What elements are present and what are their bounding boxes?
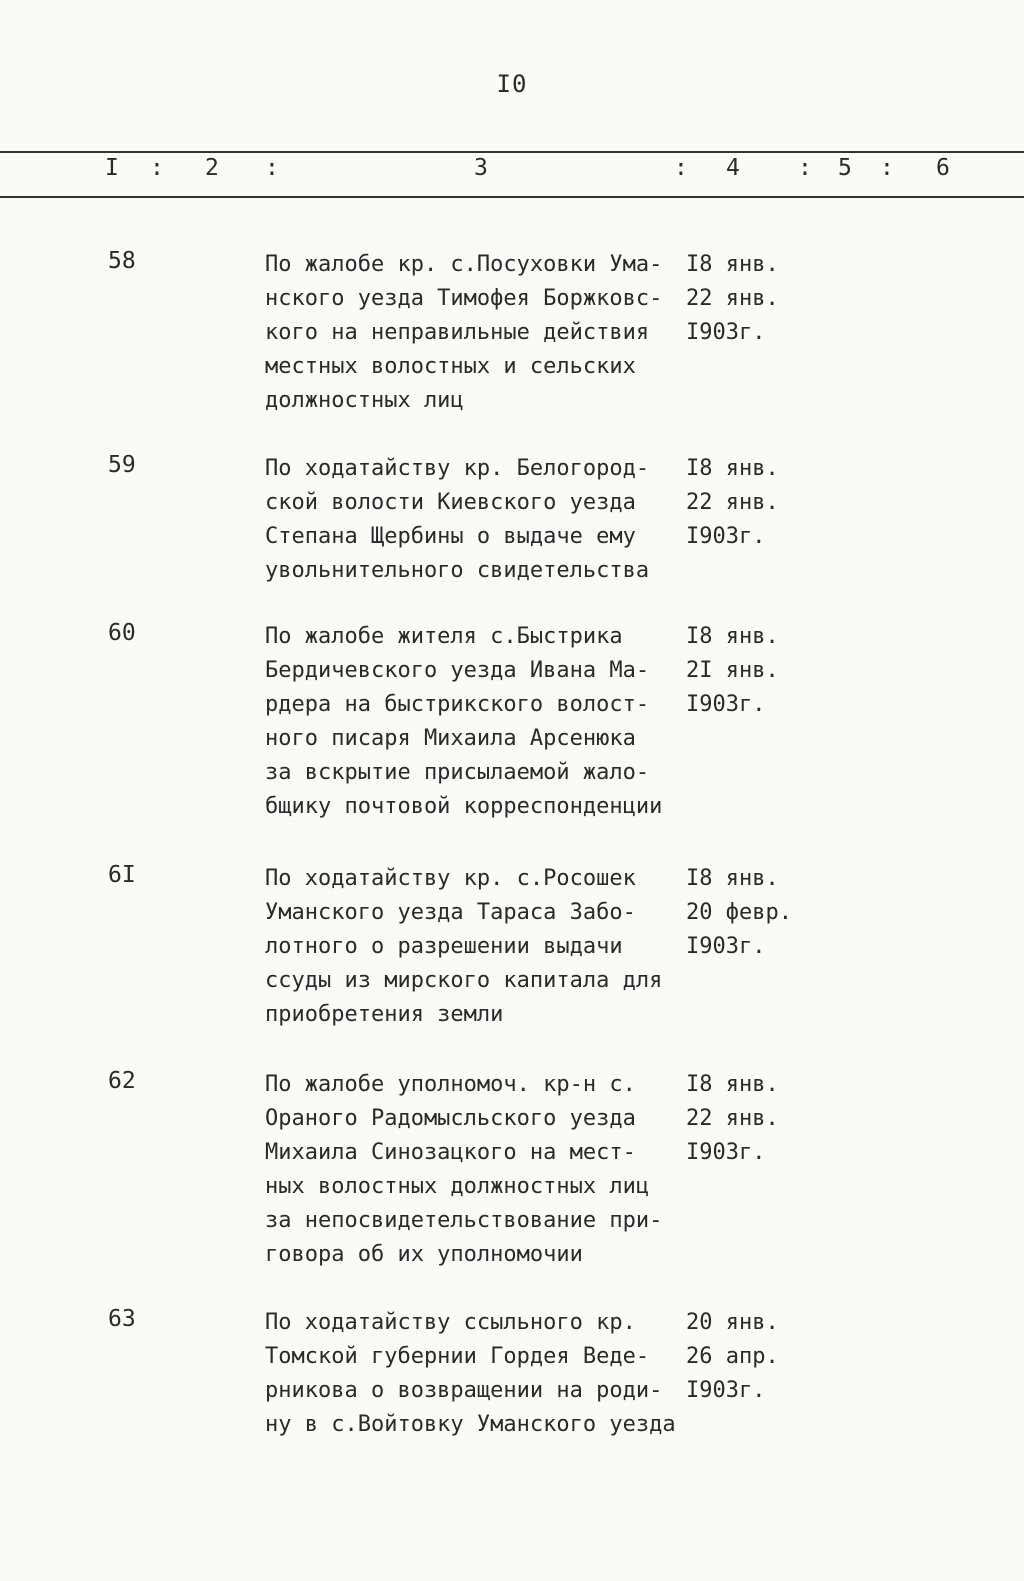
entry-number: 6I xyxy=(108,862,136,888)
entry-number: 59 xyxy=(108,452,136,478)
description-line: рдера на быстрикского волост- xyxy=(265,692,650,717)
description-line: лотного о разрешении выдачи xyxy=(265,934,623,959)
entry-description xyxy=(265,248,695,418)
description-line: По ходатайству кр. с.Росошек xyxy=(265,866,636,891)
date-year: I903г. xyxy=(686,1378,766,1403)
entry-dates xyxy=(686,1306,816,1408)
description-line: По жалобе уполномоч. кр-н с. xyxy=(265,1072,636,1097)
description-line: увольнительного свидетельства xyxy=(265,558,650,583)
description-line: ссуды из мирского капитала для xyxy=(265,968,663,993)
date-end: 20 февр. xyxy=(686,900,792,925)
entry-description xyxy=(265,620,695,824)
description-line: Ораного Радомысльского уезда xyxy=(265,1106,636,1131)
column-header-2: 2 xyxy=(205,155,219,181)
column-separator: : xyxy=(674,155,688,181)
description-line: местных волостных и сельских xyxy=(265,354,636,379)
date-end: 22 янв. xyxy=(686,490,779,515)
description-line: должностных лиц xyxy=(265,388,464,413)
column-separator: : xyxy=(880,155,894,181)
date-start: I8 янв. xyxy=(686,252,779,277)
entry-number: 62 xyxy=(108,1068,136,1094)
description-line: ных волостных должностных лиц xyxy=(265,1174,650,1199)
description-line: за вскрытие присылаемой жало- xyxy=(265,760,650,785)
description-line: бщику почтовой корреспонденции xyxy=(265,794,663,819)
description-line: ного писаря Михаила Арсенюка xyxy=(265,726,636,751)
entry-number: 63 xyxy=(108,1306,136,1332)
entry-dates xyxy=(686,248,816,350)
entry-number: 60 xyxy=(108,620,136,646)
column-header-5: 5 xyxy=(838,155,852,181)
column-header-3: 3 xyxy=(474,155,488,181)
description-line: Томской губернии Гордея Веде- xyxy=(265,1344,650,1369)
description-line: ну в с.Войтовку Уманского уезда xyxy=(265,1412,676,1437)
column-separator: : xyxy=(150,155,164,181)
entry-number: 58 xyxy=(108,248,136,274)
description-line: По ходатайству ссыльного кр. xyxy=(265,1310,636,1335)
date-start: I8 янв. xyxy=(686,1072,779,1097)
header-rule-bottom xyxy=(0,196,1024,198)
date-start: I8 янв. xyxy=(686,866,779,891)
date-start: I8 янв. xyxy=(686,456,779,481)
column-header-6: 6 xyxy=(936,155,950,181)
entry-dates xyxy=(686,862,816,964)
description-line: Уманского уезда Тараса Забо- xyxy=(265,900,636,925)
description-line: приобретения земли xyxy=(265,1002,504,1027)
description-line: рникова о возвращении на роди- xyxy=(265,1378,663,1403)
date-year: I903г. xyxy=(686,524,766,549)
date-year: I903г. xyxy=(686,1140,766,1165)
date-end: 2I янв. xyxy=(686,658,779,683)
column-separator: : xyxy=(265,155,279,181)
description-line: ской волости Киевского уезда xyxy=(265,490,636,515)
entry-description xyxy=(265,1306,695,1442)
description-line: Михаила Синозацкого на мест- xyxy=(265,1140,636,1165)
column-header-1: I xyxy=(105,155,119,181)
entry-description xyxy=(265,452,695,588)
entry-dates xyxy=(686,620,816,722)
date-end: 22 янв. xyxy=(686,1106,779,1131)
description-line: По жалобе кр. с.Посуховки Ума- xyxy=(265,252,663,277)
date-end: 26 апр. xyxy=(686,1344,779,1369)
description-line: за непосвидетельствование при- xyxy=(265,1208,663,1233)
column-separator: : xyxy=(798,155,812,181)
description-line: Бердичевского уезда Ивана Ма- xyxy=(265,658,650,683)
date-end: 22 янв. xyxy=(686,286,779,311)
description-line: По ходатайству кр. Белогород- xyxy=(265,456,650,481)
description-line: По жалобе жителя с.Быстрика xyxy=(265,624,623,649)
header-rule-top xyxy=(0,151,1024,153)
date-year: I903г. xyxy=(686,320,766,345)
entry-dates xyxy=(686,452,816,554)
entry-description xyxy=(265,1068,695,1272)
description-line: Степана Щербины о выдаче ему xyxy=(265,524,636,549)
description-line: нского уезда Тимофея Боржковс- xyxy=(265,286,663,311)
date-start: 20 янв. xyxy=(686,1310,779,1335)
entry-description xyxy=(265,862,695,1032)
description-line: кого на неправильные действия xyxy=(265,320,650,345)
page-number: I0 xyxy=(496,70,528,98)
date-year: I903г. xyxy=(686,692,766,717)
date-start: I8 янв. xyxy=(686,624,779,649)
entry-dates xyxy=(686,1068,816,1170)
date-year: I903г. xyxy=(686,934,766,959)
description-line: говора об их уполномочии xyxy=(265,1242,583,1267)
column-header-4: 4 xyxy=(726,155,740,181)
